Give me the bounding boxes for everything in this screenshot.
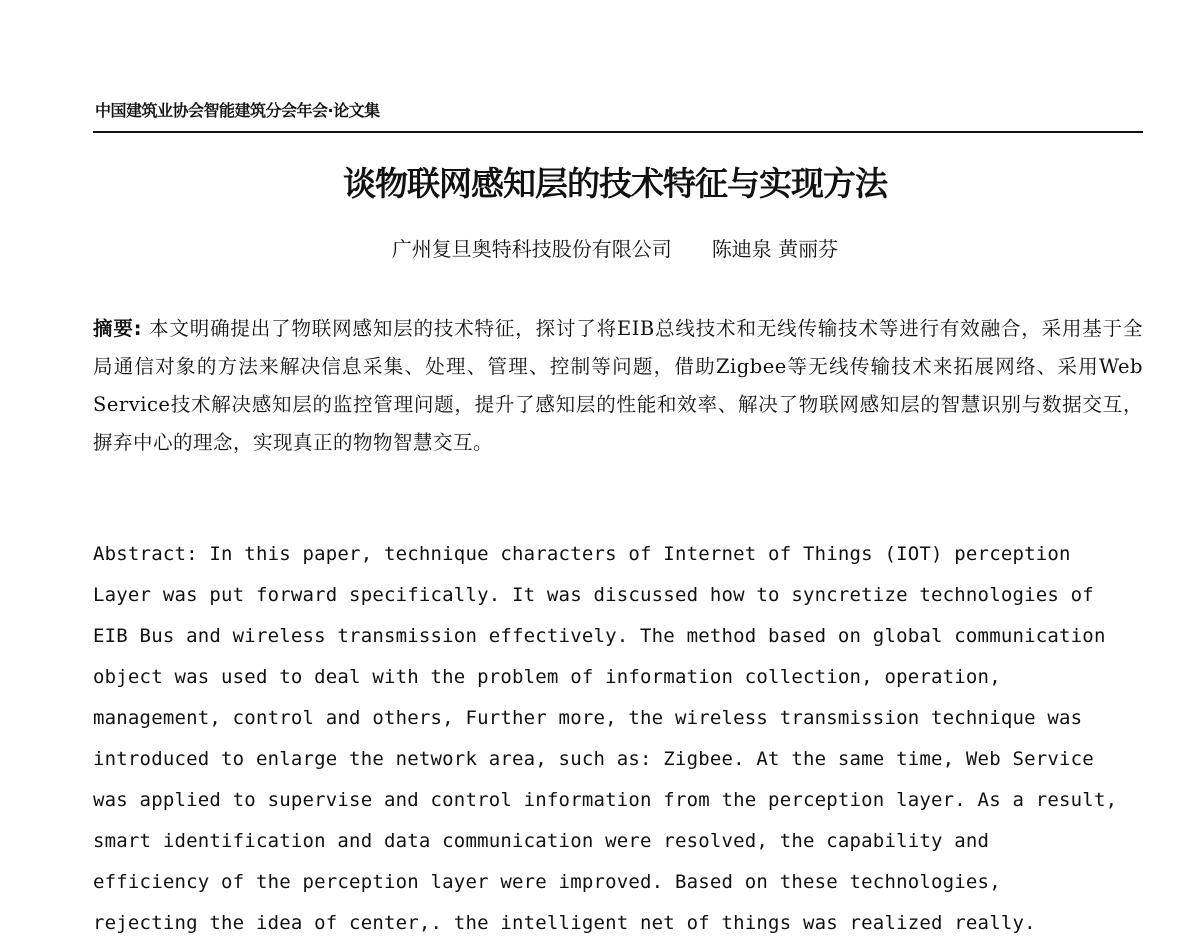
header-rule (93, 131, 1143, 133)
abstract-line: management, control and others, Further more, the wireless transmission technique was (93, 707, 1083, 729)
running-header: 中国建筑业协会智能建筑分会年会·论文集 (95, 101, 380, 120)
abstract-english (93, 534, 1158, 944)
paper-title: 谈物联网感知层的技术特征与实现方法 (343, 164, 887, 203)
abstract-line: rejecting the idea of center,. the intelligent net of things was realized really. (93, 912, 1036, 934)
abstract-line: efficiency of the perception layer were improved. Based on these technologies, (93, 871, 1001, 893)
abstract-chinese-text: 本文明确提出了物联网感知层的技术特征，探讨了将EIB总线技术和无线传输技术等进行有效融合，采用基于全局通信对象的方法来解决信息采集、处理、管理、控制等问题，借助Zigbee等无线传输技术来拓展网络、采用Web Service技术解决感知层的监控管理问题，提升了感知层的性能和效率、解决了物联网感知层的智慧识别与数据交互，摒弃中心的理念，实现真正的物物智慧交互。 (93, 317, 1143, 454)
abstract-line: object was used to deal with the problem of information collection, operation, (93, 666, 1001, 688)
abstract-label: 摘要: (93, 317, 142, 340)
abstract-line: Layer was put forward specifically. It was discussed how to syncretize technologies of (93, 584, 1094, 606)
affiliation: 广州复旦奥特科技股份有限公司 (391, 237, 672, 261)
abstract-line: EIB Bus and wireless transmission effectively. The method based on global communication (93, 625, 1106, 647)
author-line (0, 233, 1200, 262)
abstract-chinese (93, 310, 1143, 462)
abstract-line: smart identification and data communication were resolved, the capability and (93, 830, 990, 852)
author-names: 陈迪泉 黄丽芬 (711, 237, 839, 261)
abstract-line: Abstract: In this paper, technique characters of Internet of Things (IOT) perception (93, 543, 1071, 565)
abstract-line: introduced to enlarge the network area, such as: Zigbee. At the same time, Web Service (93, 748, 1094, 770)
abstract-line: was applied to supervise and control information from the perception layer. As a result, (93, 789, 1118, 811)
